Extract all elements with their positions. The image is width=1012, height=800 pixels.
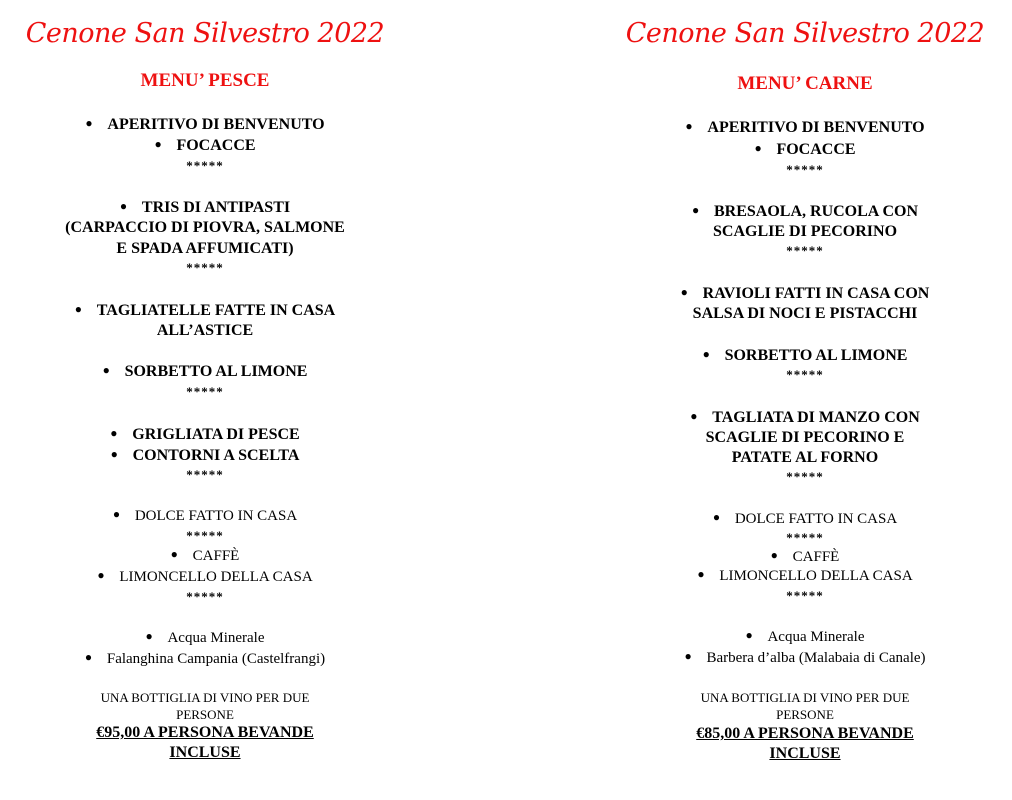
- wine-note: PERSONE: [776, 707, 834, 722]
- drink-item: ● Barbera d’alba (Malabaia di Canale): [684, 649, 926, 666]
- separator: *****: [786, 469, 824, 484]
- bullet-icon: ●: [110, 426, 118, 440]
- menu-heading: MENU’ CARNE: [737, 73, 873, 94]
- bullet-icon: ●: [754, 141, 762, 155]
- menu-title: Cenone San Silvestro 2022: [25, 18, 385, 49]
- menu-item: ● DOLCE FATTO IN CASA: [712, 510, 898, 527]
- price-line: €85,00 A PERSONA BEVANDE: [696, 725, 914, 742]
- menu-item: ● BRESAOLA, RUCOLA CON: [691, 203, 919, 220]
- menu-item: ● CONTORNI A SCELTA: [110, 447, 300, 464]
- menu-pesce-column: [0, 0, 440, 800]
- wine-note: UNA BOTTIGLIA DI VINO PER DUE: [100, 690, 310, 705]
- bullet-icon: ●: [97, 568, 105, 582]
- bullet-icon: ●: [74, 302, 83, 316]
- drink-item: ● Acqua Minerale: [145, 629, 265, 646]
- separator: *****: [186, 158, 224, 173]
- separator: *****: [786, 162, 824, 177]
- bullet-icon: ●: [85, 116, 93, 130]
- bullet-icon: ●: [119, 199, 128, 213]
- menu-item: ● SORBETTO AL LIMONE: [102, 363, 308, 380]
- menu-item: ● CAFFÈ: [170, 547, 240, 564]
- drink-item: ● Acqua Minerale: [745, 628, 865, 645]
- bullet-icon: ●: [685, 119, 693, 133]
- menu-item-line: ALL’ASTICE: [156, 322, 254, 339]
- bullet-icon: ●: [702, 347, 710, 361]
- bullet-icon: ●: [745, 628, 753, 642]
- separator: *****: [186, 384, 224, 399]
- bullet-icon: ●: [170, 547, 178, 561]
- menu-item-line: SALSA DI NOCI E PISTACCHI: [692, 305, 918, 322]
- menu-item: ● TRIS DI ANTIPASTI: [119, 199, 291, 216]
- menu-item-line: (CARPACCIO DI PIOVRA, SALMONE: [65, 219, 345, 236]
- bullet-icon: ●: [84, 650, 93, 664]
- price-line: €95,00 A PERSONA BEVANDE: [96, 724, 314, 741]
- menu-item-line: SCAGLIE DI PECORINO: [712, 223, 898, 240]
- menu-item: ● DOLCE FATTO IN CASA: [112, 507, 298, 524]
- menu-item-line: SCAGLIE DI PECORINO E: [705, 429, 905, 446]
- menu-heading: MENU’ PESCE: [140, 70, 270, 91]
- menu-item: ● FOCACCE: [154, 137, 256, 154]
- wine-note: PERSONE: [176, 707, 234, 722]
- separator: *****: [186, 467, 224, 482]
- separator: *****: [186, 589, 224, 604]
- bullet-icon: ●: [697, 567, 705, 581]
- separator: *****: [186, 260, 224, 275]
- bullet-icon: ●: [691, 203, 700, 217]
- menu-item: ● RAVIOLI FATTI IN CASA CON: [680, 285, 930, 302]
- separator: *****: [786, 588, 824, 603]
- separator: *****: [786, 367, 824, 382]
- separator: *****: [786, 243, 824, 258]
- drink-item: ● Falanghina Campania (Castelfrangi): [84, 650, 326, 667]
- menu-item: ● SORBETTO AL LIMONE: [702, 347, 908, 364]
- bullet-icon: ●: [712, 510, 721, 524]
- menu-item-line: PATATE AL FORNO: [731, 449, 879, 466]
- menu-item: ● APERITIVO DI BENVENUTO: [685, 119, 925, 136]
- price-line: INCLUSE: [769, 745, 841, 762]
- bullet-icon: ●: [110, 447, 118, 461]
- bullet-icon: ●: [684, 649, 692, 663]
- bullet-icon: ●: [690, 409, 698, 423]
- bullet-icon: ●: [102, 363, 110, 377]
- bullet-icon: ●: [770, 548, 778, 562]
- menu-item: ● GRIGLIATA DI PESCE: [110, 426, 300, 443]
- menu-item: ● LIMONCELLO DELLA CASA: [697, 567, 913, 584]
- separator: *****: [786, 530, 824, 545]
- menu-item: ● FOCACCE: [754, 141, 856, 158]
- bullet-icon: ●: [145, 629, 153, 643]
- bullet-icon: ●: [154, 137, 162, 151]
- price-line: INCLUSE: [169, 744, 241, 761]
- menu-title: Cenone San Silvestro 2022: [625, 18, 985, 49]
- bullet-icon: ●: [680, 285, 688, 299]
- separator: *****: [186, 528, 224, 543]
- menu-item: ● LIMONCELLO DELLA CASA: [97, 568, 313, 585]
- menu-item: ● CAFFÈ: [770, 548, 840, 565]
- bullet-icon: ●: [112, 507, 121, 521]
- menu-item: ● TAGLIATA DI MANZO CON: [690, 409, 920, 426]
- menu-item-line: E SPADA AFFUMICATI): [116, 240, 294, 257]
- menu-item: ● TAGLIATELLE FATTE IN CASA: [74, 302, 336, 319]
- menu-carne-column: [570, 0, 1012, 800]
- menu-item: ● APERITIVO DI BENVENUTO: [85, 116, 325, 133]
- wine-note: UNA BOTTIGLIA DI VINO PER DUE: [700, 690, 910, 705]
